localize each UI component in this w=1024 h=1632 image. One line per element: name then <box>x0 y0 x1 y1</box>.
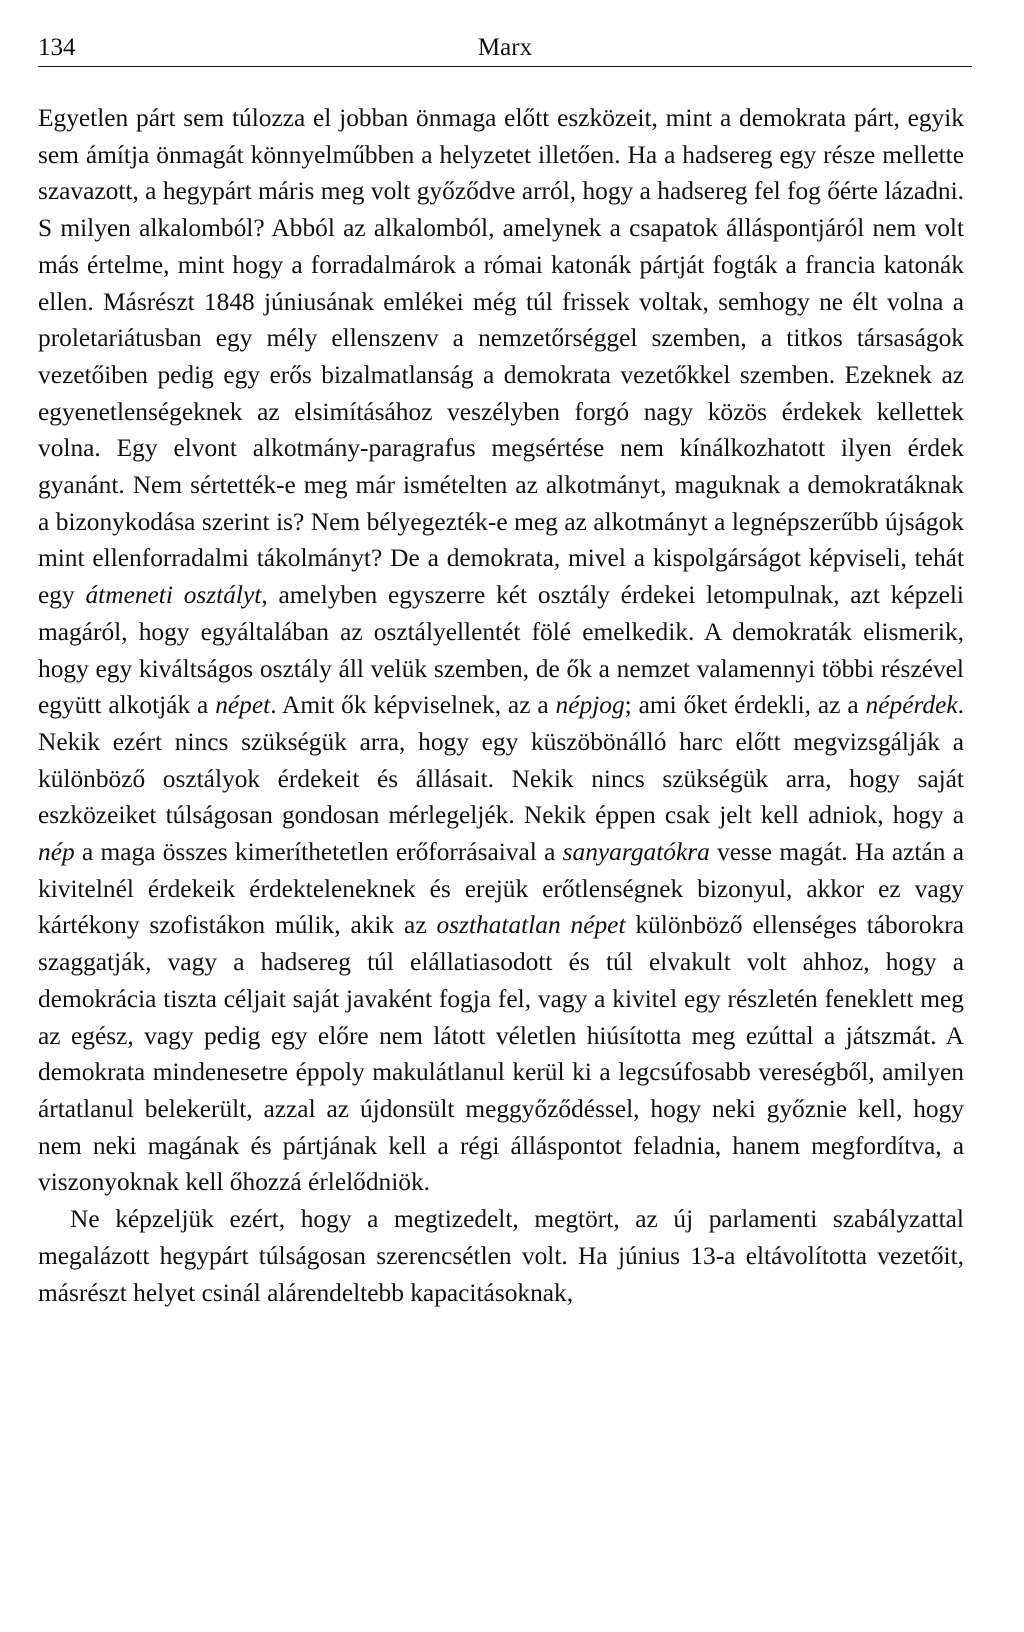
running-title: Marx <box>477 34 533 61</box>
text-run: . Amit ők képviselnek, az a <box>270 691 556 720</box>
emphasized-text: nép <box>38 838 75 867</box>
running-head <box>38 30 972 67</box>
text-run: ; ami őket érdekli, az a <box>624 691 866 720</box>
text-run: vesse magát. Ha aztán a kivitelnél érdekeik érdekteleneknek és erejük erőtlenségnek bizonyul, akkor ez vagy kártékony szofistákon múlik, akik az <box>38 838 964 940</box>
text-run: . Nekik ezért nincs szükségük arra, hogy egy küszöbönálló harc előtt megvizsgálják a különböző osztályok érdekeit és állásait. Nekik nincs szükségük arra, hogy saját eszközeiket túlságosan gondosan mérlegeljék. Nekik éppen csak jelt kell adniok, hogy a <box>38 691 964 830</box>
paragraph-1 <box>38 100 964 1201</box>
emphasized-text: sanyargatókra <box>562 838 710 867</box>
page-number: 134 <box>38 34 76 61</box>
emphasized-text: népjog <box>555 691 625 720</box>
paragraph-2 <box>38 1201 964 1311</box>
emphasized-text: átmeneti osztályt <box>85 581 262 610</box>
text-run: a maga összes kimeríthetetlen erőforrásaival a <box>74 838 563 867</box>
body-text <box>38 100 964 1311</box>
emphasized-text: népérdek <box>865 691 958 720</box>
text-run: különböző ellenséges táborokra szaggatják, vagy a hadsereg túl elállatiasodott és túl elvakult volt ahhoz, hogy a demokrácia tiszta céljait saját javaként fogja fel, vagy a kivitel egy részletén feneklett meg az egész, vagy pedig egy előre nem látott véletlen hiúsította meg ezúttal a játszmát. A demokrata mindenesetre éppoly makulátlanul kerül ki a legcsúfosabb vereségből, amilyen ártatlanul belekerült, azzal az újdonsült meggyőződéssel, hogy neki győznie kell, hogy nem neki magának és pártjának kell a régi álláspontot feladnia, hanem megfordítva, a viszonyoknak kell őhozzá érlelődniök. <box>38 911 965 1197</box>
emphasized-text: népet <box>215 691 271 720</box>
text-run: , amelyben egyszerre két osztály érdekei letompulnak, azt képzeli magáról, hogy egyáltalában az osztályellentét fölé emelkedik. A demokraták elismerik, hogy egy kiváltságos osztály áll velük szemben, de ők a nemzet valamennyi többi részével együtt alkotják a <box>38 581 964 720</box>
text-run: Ne képzeljük ezért, hogy a megtizedelt, megtört, az új parlamenti szabályzattal megalázott hegypárt túlságosan szerencsétlen volt. Ha június 13-a eltávolította vezetőit, másrészt helyet csinál alárendeltebb kapacitásoknak, <box>38 1205 964 1307</box>
text-run: Egyetlen párt sem túlozza el jobban önmaga előtt eszközeit, mint a demokrata párt, egyik sem ámítja önmagát könnyelműbben a helyzetet illetően. Ha a hadsereg egy része mellette szavazott, a hegypárt máris meg volt győződve arról, hogy a hadsereg fel fog őérte lázadni. S milyen alkalomból? Abból az alkalomból, amelynek a csapatok álláspontjáról nem volt más értelme, mint hogy a forradalmárok a római katonák pártját fogták a francia katonák ellen. Másrészt 1848 júniusának emlékei még túl frissek voltak, semhogy ne élt volna a proletariátusban egy mély ellenszenv a nemzetőrséggel szemben, a titkos társaságok vezetőiben pedig egy erős bizalmatlanság a demokrata vezetőkkel szemben. Ezeknek az egyenetlenségeknek az elsimításához veszélyben forgó nagy közös érdekek kellettek volna. Egy elvont alkotmány-paragrafus megsértése nem kínálkozhatott ilyen érdek gyanánt. Nem sértették-e meg már ismételten az alkotmányt, maguknak a demokratáknak a bizonykodása szerint is? Nem bélyegezték-e meg az alkotmányt a legnépszerűbb újságok mint ellenforradalmi tákolmányt? De a demokrata, mivel a kispolgárságot képviseli, tehát egy <box>38 104 964 610</box>
emphasized-text: oszthatatlan népet <box>436 911 626 940</box>
